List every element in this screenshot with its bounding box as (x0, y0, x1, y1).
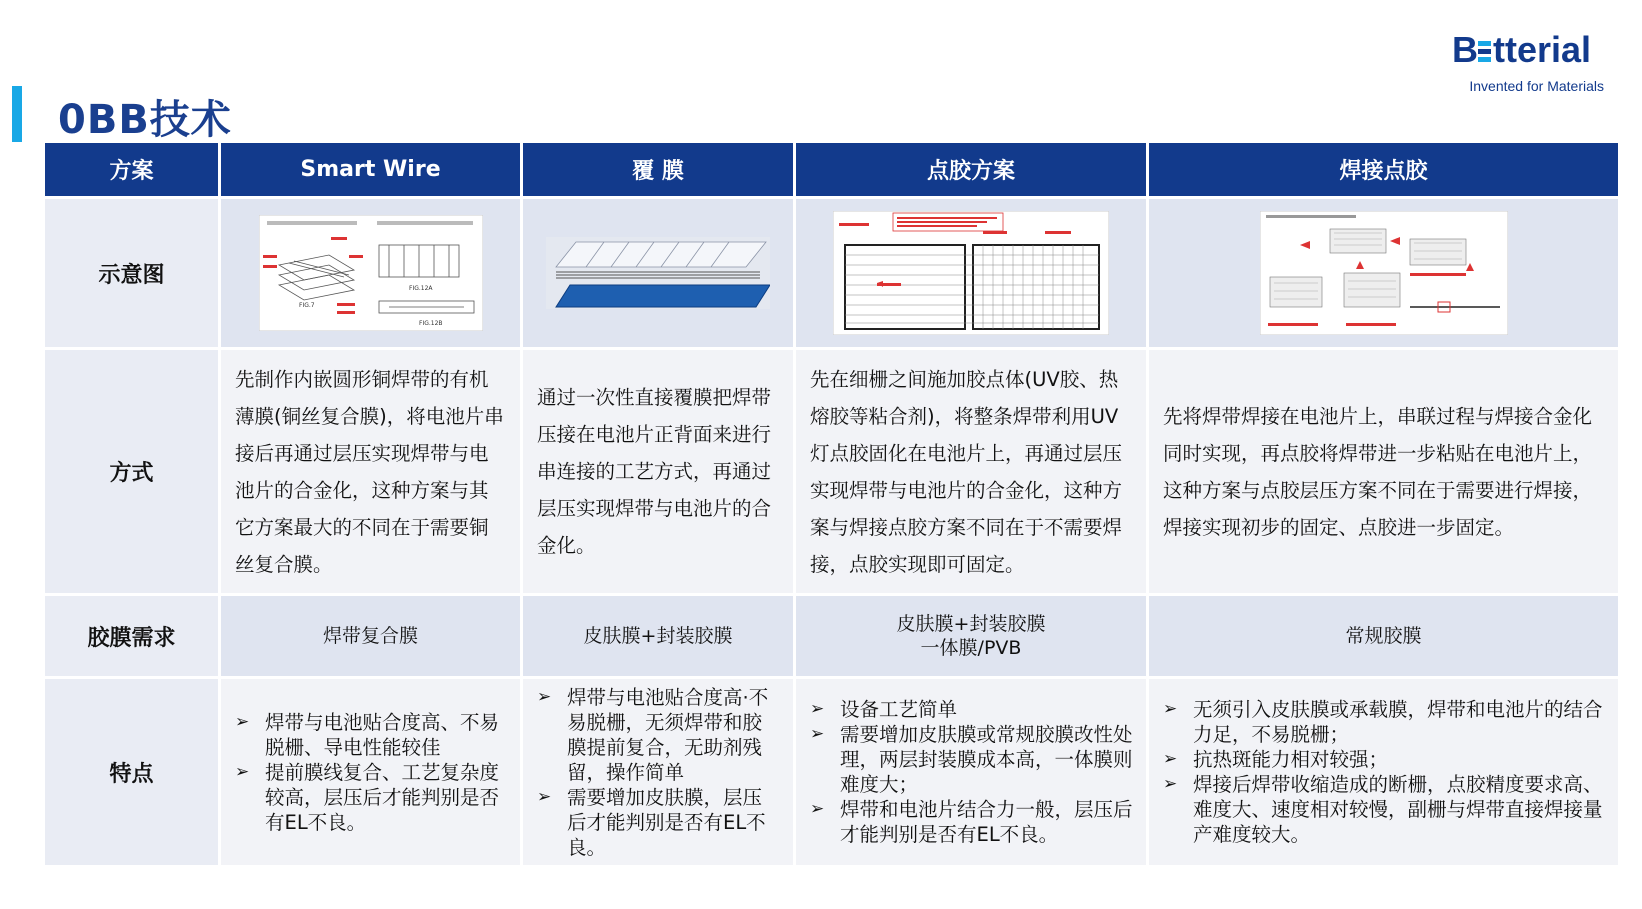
list-item: ➢ 设备工艺简单 (810, 698, 958, 721)
welding-dispensing-diagram-image (1260, 211, 1508, 335)
diagram-dispensing (796, 199, 1149, 350)
svg-text:FIG.12A: FIG.12A (408, 285, 433, 292)
header-film-lamination: 覆 膜 (523, 143, 796, 199)
arrow-bullet-icon: ➢ (1163, 699, 1178, 719)
company-logo (1452, 32, 1604, 94)
film-cell-smart-wire (221, 596, 523, 679)
arrow-bullet-icon: ➢ (235, 761, 250, 782)
svg-text:FIG.12B: FIG.12B (418, 320, 443, 327)
list-item: ➢ 焊带与电池贴合度高、不易脱栅、导电性能较佳 (235, 710, 500, 759)
mode-cell-welding-dispensing (1149, 350, 1621, 596)
svg-text:FIG.7: FIG.7 (298, 302, 315, 309)
features-row (45, 679, 1621, 868)
features-list-dispensing (796, 697, 1146, 847)
film-text-welding-dispensing: 常规胶膜 (1345, 625, 1422, 647)
film-text-dispensing-line2: 一体膜/PVB (920, 637, 1022, 659)
list-item: ➢ 提前膜线复合、工艺复杂度较高，层压后才能判别是否有EL不良。 (235, 760, 500, 834)
arrow-bullet-icon: ➢ (235, 711, 250, 732)
features-cell-welding-dispensing (1149, 679, 1621, 868)
features-list-film-lamination (523, 685, 793, 860)
lamination-diagram-image (546, 237, 770, 309)
film-requirement-row (45, 596, 1621, 679)
header-smart-wire: Smart Wire (221, 143, 523, 199)
mode-text-film-lamination: 通过一次性直接覆膜把焊带压接在电池片正背面来进行串连接的工艺方式，再通过层压实现焊带与电池片的合金化。 (537, 386, 772, 557)
header-row (45, 143, 1621, 199)
film-cell-dispensing (796, 596, 1149, 679)
film-text-smart-wire: 焊带复合膜 (322, 625, 418, 647)
film-text-dispensing: 皮肤膜+封装胶膜 (896, 613, 1046, 635)
header-dispensing: 点胶方案 (796, 143, 1149, 199)
svg-text:B: B (1452, 32, 1478, 68)
row-label-mode: 方式 (45, 350, 221, 596)
mode-cell-dispensing (796, 350, 1149, 596)
svg-text:tterial: tterial (1493, 32, 1592, 68)
list-item: ➢ 焊接后焊带收缩造成的断栅，点胶精度要求高、难度大、速度相对较慢，副栅与焊带直接焊接量产难度较大。 (1163, 773, 1603, 846)
arrow-bullet-icon: ➢ (810, 699, 825, 719)
arrow-bullet-icon: ➢ (810, 799, 825, 819)
features-cell-smart-wire (221, 679, 523, 868)
features-cell-dispensing (796, 679, 1149, 868)
film-text-film-lamination: 皮肤膜+封装胶膜 (583, 625, 733, 647)
diagram-smart-wire (221, 199, 523, 350)
mode-cell-film-lamination (523, 350, 796, 596)
features-list-smart-wire (221, 710, 520, 835)
film-cell-film-lamination (523, 596, 796, 679)
list-item: ➢ 需要增加皮肤膜，层压后才能判别是否有EL不良。 (537, 785, 766, 859)
arrow-bullet-icon: ➢ (810, 724, 825, 744)
list-item: ➢ 需要增加皮肤膜或常规胶膜改性处理，两层封装膜成本高，一体膜则难度大； (810, 723, 1133, 796)
logo-tagline: Invented for Materials (1469, 78, 1604, 94)
diagram-row (45, 199, 1621, 350)
features-list-welding-dispensing (1149, 697, 1618, 847)
logo-wordmark-graphic (1452, 32, 1604, 68)
mode-row (45, 350, 1621, 596)
list-item: ➢ 焊带和电池片结合力一般，层压后才能判别是否有EL不良。 (810, 798, 1133, 846)
mode-cell-smart-wire (221, 350, 523, 596)
mode-text-dispensing: 先在细栅之间施加胶点体(UV胶、热熔胶等粘合剂)，将整条焊带利用UV灯点胶固化在电池片上，再通过层压实现焊带与电池片的合金化，这种方案与焊接点胶方案不同在于不需要焊接，点胶实现即可固定。 (810, 367, 1123, 576)
row-label-diagram: 示意图 (45, 199, 221, 350)
header-welding-dispensing: 焊接点胶 (1149, 143, 1621, 199)
arrow-bullet-icon: ➢ (537, 786, 552, 807)
mode-text-welding-dispensing: 先将焊带焊接在电池片上，串联过程与焊接合金化同时实现，再点胶将焊带进一步粘贴在电池片上，这种方案与点胶层压方案不同在于需要进行焊接，焊接实现初步的固定、点胶进一步固定。 (1163, 404, 1593, 539)
dispensing-diagram-image (833, 211, 1109, 335)
diagram-welding-dispensing (1149, 199, 1621, 350)
arrow-bullet-icon: ➢ (1163, 774, 1178, 794)
header-scheme: 方案 (45, 143, 221, 199)
film-cell-welding-dispensing (1149, 596, 1621, 679)
features-cell-film-lamination (523, 679, 796, 868)
row-label-film: 胶膜需求 (45, 596, 221, 679)
title-accent-bar (12, 86, 22, 142)
page-title: 0BB技术 (58, 97, 232, 143)
comparison-table (45, 143, 1621, 868)
logo-wordmark (1452, 32, 1604, 76)
mode-text-smart-wire: 先制作内嵌圆形铜焊带的有机薄膜(铜丝复合膜)，将电池片串接后再通过层压实现焊带与电池片的合金化，这种方案与其它方案最大的不同在于需要铜丝复合膜。 (235, 367, 504, 576)
smart-wire-diagram-image (259, 215, 483, 331)
row-label-features: 特点 (45, 679, 221, 868)
arrow-bullet-icon: ➢ (537, 686, 552, 707)
list-item: ➢ 焊带与电池贴合度高·不易脱栅，无须焊带和胶膜提前复合，无助剂残留，操作简单 (537, 685, 769, 784)
arrow-bullet-icon: ➢ (1163, 749, 1178, 769)
list-item: ➢ 无须引入皮肤膜或承载膜，焊带和电池片的结合力足，不易脱栅； (1163, 698, 1603, 746)
diagram-film-lamination (523, 199, 796, 350)
list-item: ➢ 抗热斑能力相对较强； (1163, 748, 1389, 771)
